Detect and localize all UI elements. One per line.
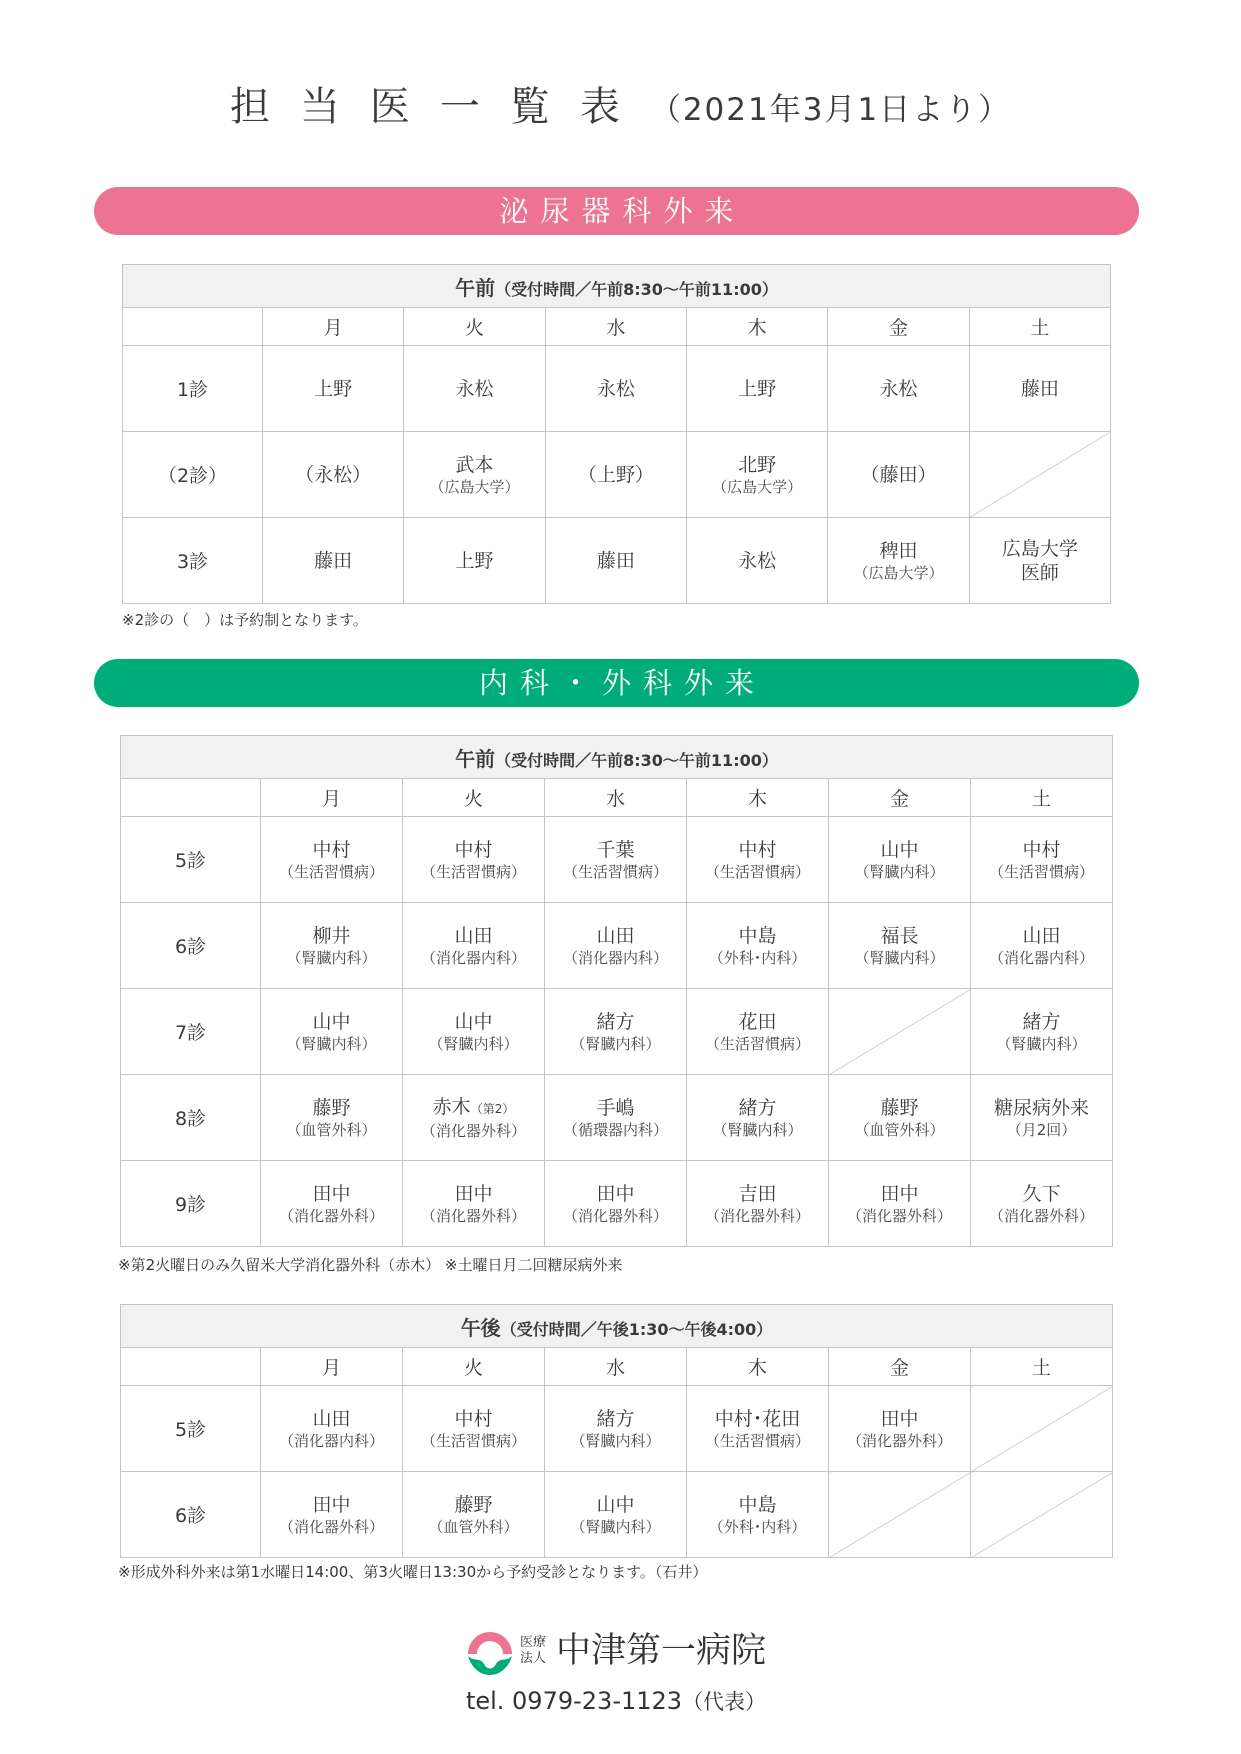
doctor-cell [261, 1075, 403, 1161]
doctor-cell [403, 903, 545, 989]
clinic-room-label: 3診 [123, 518, 263, 604]
doctor-cell [263, 346, 404, 432]
doctor-name-text: 永松 [879, 377, 918, 400]
doctor-affiliation: （腎臓内科） [712, 1120, 803, 1139]
doctor-cell [829, 1386, 971, 1472]
doctor-cell [261, 1472, 403, 1558]
doctor-cell [686, 432, 827, 518]
doctor-name [403, 1493, 544, 1517]
doctor-cell [263, 518, 404, 604]
doctor-name [261, 924, 402, 948]
doctor-affiliation: （広島大学） [712, 477, 803, 496]
doctor-name [403, 924, 544, 948]
doctor-name [828, 463, 968, 487]
clinic-room-row [123, 346, 1111, 432]
clinic-room-label: 7診 [121, 989, 261, 1075]
doctor-name [261, 1096, 402, 1120]
doctor-name-text: 藤田 [1020, 377, 1059, 400]
session-period-label: 午後 [460, 1315, 501, 1340]
doctor-name-text: 中村･花田 [714, 1407, 801, 1430]
clinic-room-label: （2診） [123, 432, 263, 518]
doctor-name [261, 1493, 402, 1517]
doctor-cell [971, 1161, 1113, 1247]
doctor-name-text: 中村 [454, 1407, 493, 1430]
doctor-name-text: 藤野 [454, 1493, 493, 1516]
doctor-name [261, 1010, 402, 1034]
internal-afternoon-footnote: ※形成外科外来は第1水曜日14:00、第3火曜日13:30から予約受診となります。（石井） [118, 1563, 708, 1581]
logo-green-wave [468, 1656, 512, 1675]
logo-pink-arc [468, 1632, 512, 1654]
clinic-room-row [121, 1161, 1113, 1247]
internal-morning-footnote: ※第2火曜日のみ久留米大学消化器外科（赤木） ※土曜日月二回糖尿病外来 [118, 1256, 623, 1274]
clinic-room-label: 1診 [123, 346, 263, 432]
doctor-cell [545, 1161, 687, 1247]
doctor-name-text: 中村 [312, 838, 351, 861]
doctor-affiliation: （消化器外科） [562, 1206, 668, 1225]
doctor-name-text: 田中 [312, 1182, 351, 1205]
doctor-cell [261, 903, 403, 989]
doctor-name [687, 1407, 828, 1431]
doctor-name-text: 田中 [454, 1182, 493, 1205]
doctor-cell [687, 1386, 829, 1472]
doctor-cell [545, 432, 686, 518]
doctor-cell [545, 903, 687, 989]
doctor-name-text: 千葉 [596, 838, 635, 861]
doctor-affiliation: （生活習慣病） [704, 862, 810, 881]
reception-hours-label: （受付時間／午後1:30〜午後4:00） [500, 1319, 773, 1339]
doctor-name [687, 1010, 828, 1034]
doctor-cell [829, 817, 971, 903]
doctor-name-text: 田中 [880, 1182, 919, 1205]
schedule-grid [120, 735, 1113, 1247]
weekday-header-row [123, 308, 1111, 346]
doctor-name [971, 924, 1112, 948]
effective-date: （2021年3月1日より） [649, 92, 1012, 128]
hospital-logo-graphic [465, 1627, 515, 1677]
telephone-note: （代表） [682, 1690, 767, 1714]
doctor-name-text: 上野 [314, 377, 353, 400]
doctor-affiliation: （血管外科） [854, 1120, 945, 1139]
doctor-name-text: 花田 [738, 1010, 777, 1033]
corner-cell [121, 779, 261, 817]
no-clinic-cell [971, 1386, 1113, 1472]
doctor-name [687, 1182, 828, 1206]
doctor-cell [971, 1075, 1113, 1161]
doctor-cell [828, 518, 969, 604]
doctor-affiliation: （腎臓内科） [854, 862, 945, 881]
doctor-name-text: 柳井 [312, 924, 351, 947]
doctor-name-text: 山田 [454, 924, 493, 947]
doctor-name-text: 緒方 [596, 1407, 635, 1430]
urology-morning-schedule [122, 264, 1111, 604]
doctor-name-text: 山中 [880, 838, 919, 861]
doctor-name [970, 377, 1110, 401]
doctor-affiliation: （消化器外科） [988, 1206, 1094, 1225]
doctor-cell [971, 817, 1113, 903]
doctor-name [829, 1096, 970, 1120]
doctor-name-text: 緒方 [738, 1096, 777, 1119]
doctor-cell [545, 989, 687, 1075]
doctor-cell [829, 903, 971, 989]
doctor-name [545, 924, 686, 948]
doctor-affiliation: （生活習慣病） [278, 862, 384, 881]
doctor-name [687, 549, 827, 573]
doctor-name [404, 453, 544, 477]
weekday-thu: 木 [687, 1348, 829, 1386]
doctor-name-text: 山中 [312, 1010, 351, 1033]
doctor-name [828, 377, 968, 401]
doctor-affiliation: （生活習慣病） [988, 862, 1094, 881]
weekday-header-row [121, 779, 1113, 817]
doctor-cell [403, 1075, 545, 1161]
weekday-sat: 土 [971, 1348, 1113, 1386]
doctor-affiliation: （広島大学） [853, 563, 944, 582]
doctor-cell [545, 1075, 687, 1161]
doctor-affiliation: （消化器外科） [846, 1431, 952, 1450]
doctor-cell [971, 903, 1113, 989]
schedule-grid [120, 1304, 1113, 1558]
doctor-name-text: 手嶋 [596, 1096, 635, 1119]
doctor-cell [686, 346, 827, 432]
doctor-name-text: 中村 [738, 838, 777, 861]
doctor-name-text: 上野 [455, 549, 494, 572]
doctor-cell [545, 518, 686, 604]
reception-hours-label: （受付時間／午前8:30〜午前11:00） [495, 750, 778, 770]
doctor-name [829, 838, 970, 862]
telephone-number: tel. 0979-23-1123 [465, 1687, 683, 1715]
schedule-grid [122, 264, 1111, 604]
doctor-cell [971, 989, 1113, 1075]
doctor-affiliation: （血管外科） [286, 1120, 377, 1139]
doctor-name [403, 1095, 544, 1121]
doctor-affiliation: （腎臓内科） [428, 1034, 519, 1053]
clinic-room-row [121, 903, 1113, 989]
clinic-room-row [123, 432, 1111, 518]
doctor-name [971, 838, 1112, 862]
session-header-row [123, 265, 1111, 308]
doctor-name [971, 1182, 1112, 1206]
no-clinic-cell [969, 432, 1110, 518]
doctor-name-text: 吉田 [738, 1182, 777, 1205]
doctor-affiliation: （消化器外科） [420, 1121, 526, 1140]
doctor-name-text: （永松） [295, 463, 372, 486]
doctor-name-text: 藤野 [880, 1096, 919, 1119]
doctor-affiliation: （生活習慣病） [704, 1034, 810, 1053]
doctor-cell [969, 518, 1110, 604]
doctor-affiliation: （循環器内科） [562, 1120, 668, 1139]
corner-cell [121, 1348, 261, 1386]
doctor-name [687, 1096, 828, 1120]
doctor-affiliation: （消化器外科） [704, 1206, 810, 1225]
doctor-name [403, 838, 544, 862]
doctor-name [687, 838, 828, 862]
doctor-name [971, 1096, 1112, 1120]
doctor-name [971, 1010, 1112, 1034]
doctor-cell [403, 1161, 545, 1247]
urology-footnote: ※2診の（ ）は予約制となります。 [122, 611, 368, 629]
doctor-cell [403, 817, 545, 903]
doctor-name [546, 463, 686, 487]
clinic-room-label: 6診 [121, 1472, 261, 1558]
doctor-cell [404, 432, 545, 518]
weekday-thu: 木 [686, 308, 827, 346]
doctor-name [687, 1493, 828, 1517]
doctor-affiliation: （月2回） [1006, 1120, 1077, 1139]
doctor-name-text: 中島 [738, 1493, 777, 1516]
clinic-room-label: 9診 [121, 1161, 261, 1247]
doctor-name-text: 永松 [455, 377, 494, 400]
weekday-wed: 水 [545, 1348, 687, 1386]
doctor-affiliation: （生活習慣病） [420, 862, 526, 881]
weekday-fri: 金 [829, 779, 971, 817]
doctor-affiliation: （消化器外科） [278, 1517, 384, 1536]
doctor-name-text: 山田 [596, 924, 635, 947]
doctor-name [545, 1407, 686, 1431]
weekday-sat: 土 [971, 779, 1113, 817]
internal-morning-schedule [120, 735, 1113, 1247]
doctor-name [546, 549, 686, 573]
doctor-name [829, 1182, 970, 1206]
doctor-name-text: 中島 [738, 924, 777, 947]
weekday-tue: 火 [403, 1348, 545, 1386]
doctor-name-text: 緒方 [596, 1010, 635, 1033]
clinic-room-row [121, 817, 1113, 903]
doctor-affiliation: （腎臓内科） [854, 948, 945, 967]
doctor-name [263, 463, 403, 487]
doctor-cell [545, 1472, 687, 1558]
doctor-cell [687, 1472, 829, 1558]
doctor-name [263, 549, 403, 573]
doctor-affiliation: （消化器外科） [278, 1206, 384, 1225]
doctor-affiliation: （消化器内科） [420, 948, 526, 967]
page-title-main: 担当医一覧表 [229, 84, 650, 130]
doctor-affiliation: （外科･内科） [708, 1517, 807, 1536]
clinic-room-row [123, 518, 1111, 604]
doctor-cell [403, 1472, 545, 1558]
doctor-name-text: 山中 [596, 1493, 635, 1516]
doctor-name [545, 1010, 686, 1034]
corner-cell [123, 308, 263, 346]
section-banner-urology: 泌尿器科外来 [94, 187, 1139, 235]
no-clinic-cell [971, 1472, 1113, 1558]
weekday-fri: 金 [829, 1348, 971, 1386]
doctor-cell [261, 1161, 403, 1247]
doctor-cell [687, 817, 829, 903]
doctor-name [687, 453, 827, 477]
doctor-name [545, 1182, 686, 1206]
page-title [0, 80, 1241, 134]
doctor-cell [545, 817, 687, 903]
doctor-name-note: （第2） [470, 1101, 515, 1116]
doctor-name [404, 549, 544, 573]
doctor-name-text: （上野） [577, 463, 654, 486]
clinic-room-label: 5診 [121, 1386, 261, 1472]
doctor-affiliation: （消化器内科） [278, 1431, 384, 1450]
doctor-name [403, 1182, 544, 1206]
doctor-affiliation: （血管外科） [428, 1517, 519, 1536]
corporation-type [520, 1635, 546, 1667]
hospital-name: 中津第一病院 [556, 1631, 767, 1671]
doctor-name-text: 中村 [1022, 838, 1061, 861]
doctor-name [403, 1407, 544, 1431]
clinic-room-row [121, 1472, 1113, 1558]
session-header [121, 736, 1113, 779]
doctor-name [545, 838, 686, 862]
doctor-cell [403, 989, 545, 1075]
doctor-name-text: 稗田 [879, 539, 918, 562]
doctor-name-text: 糖尿病外来 [993, 1096, 1089, 1119]
weekday-mon: 月 [263, 308, 404, 346]
doctor-name-text: 田中 [880, 1407, 919, 1430]
doctor-cell [829, 1075, 971, 1161]
doctor-name [829, 924, 970, 948]
weekday-fri: 金 [828, 308, 969, 346]
session-header-row [121, 1305, 1113, 1348]
corporation-type-line-1: 医療 [520, 1635, 547, 1650]
doctor-affiliation: （消化器外科） [846, 1206, 952, 1225]
clinic-room-label: 8診 [121, 1075, 261, 1161]
session-period-label: 午前 [455, 275, 496, 300]
doctor-affiliation: （生活習慣病） [420, 1431, 526, 1450]
doctor-name-text: 山田 [1022, 924, 1061, 947]
doctor-affiliation: （腎臓内科） [570, 1034, 661, 1053]
doctor-name [545, 1493, 686, 1517]
weekday-header-row [121, 1348, 1113, 1386]
doctor-name [546, 377, 686, 401]
no-clinic-cell [829, 1472, 971, 1558]
doctor-name-text: 上野 [738, 377, 777, 400]
doctor-cell [969, 346, 1110, 432]
doctor-affiliation: （腎臓内科） [286, 1034, 377, 1053]
doctor-cell [403, 1386, 545, 1472]
doctor-name-text: 永松 [738, 549, 777, 572]
doctor-cell [404, 518, 545, 604]
doctor-name [687, 924, 828, 948]
doctor-cell [828, 346, 969, 432]
doctor-name-text: 山中 [454, 1010, 493, 1033]
doctor-name-text: 田中 [312, 1493, 351, 1516]
doctor-name [261, 838, 402, 862]
weekday-mon: 月 [261, 779, 403, 817]
telephone [416, 1686, 816, 1717]
clinic-room-row [121, 1075, 1113, 1161]
doctor-affiliation: （腎臓内科） [570, 1431, 661, 1450]
doctor-name-text: 中村 [454, 838, 493, 861]
session-header-row [121, 736, 1113, 779]
doctor-name [404, 377, 544, 401]
doctor-cell [261, 1386, 403, 1472]
doctor-name [261, 1407, 402, 1431]
doctor-affiliation: （生活習慣病） [562, 862, 668, 881]
doctor-name-text: 北野 [738, 453, 777, 476]
doctor-cell [545, 346, 686, 432]
doctor-affiliation: （外科･内科） [708, 948, 807, 967]
weekday-tue: 火 [403, 779, 545, 817]
doctor-affiliation: （腎臓内科） [996, 1034, 1087, 1053]
doctor-affiliation: （消化器外科） [420, 1206, 526, 1225]
corporation-type-line-2: 法人 [520, 1651, 547, 1666]
doctor-affiliation: （腎臓内科） [286, 948, 377, 967]
doctor-name [829, 1407, 970, 1431]
session-header [123, 265, 1111, 308]
doctor-name-text: 武本 [455, 453, 494, 476]
session-header [121, 1305, 1113, 1348]
doctor-name [970, 537, 1110, 585]
reception-hours-label: （受付時間／午前8:30〜午前11:00） [495, 279, 778, 299]
doctor-cell [545, 1386, 687, 1472]
doctor-name-text: 藤野 [312, 1096, 351, 1119]
doctor-name-text: 藤田 [314, 549, 353, 572]
doctor-name-text: 広島大学 医師 [1001, 537, 1078, 584]
clinic-room-row [121, 989, 1113, 1075]
weekday-sat: 土 [969, 308, 1110, 346]
weekday-mon: 月 [261, 1348, 403, 1386]
internal-afternoon-schedule [120, 1304, 1113, 1558]
doctor-name-text: 福長 [880, 924, 919, 947]
doctor-name [263, 377, 403, 401]
doctor-cell [261, 817, 403, 903]
doctor-name [545, 1096, 686, 1120]
doctor-cell [687, 903, 829, 989]
doctor-cell [829, 1161, 971, 1247]
weekday-tue: 火 [404, 308, 545, 346]
clinic-room-label: 6診 [121, 903, 261, 989]
no-clinic-cell [829, 989, 971, 1075]
doctor-name-text: 田中 [596, 1182, 635, 1205]
doctor-cell [687, 1075, 829, 1161]
doctor-affiliation: （消化器内科） [562, 948, 668, 967]
section-banner-internal-surgery: 内科・外科外来 [94, 659, 1139, 707]
weekday-wed: 水 [545, 779, 687, 817]
doctor-name-text: （藤田） [860, 463, 937, 486]
doctor-affiliation: （腎臓内科） [570, 1517, 661, 1536]
doctor-name-text: 山田 [312, 1407, 351, 1430]
doctor-cell [686, 518, 827, 604]
doctor-cell [687, 989, 829, 1075]
doctor-cell [261, 989, 403, 1075]
doctor-name [261, 1182, 402, 1206]
doctor-name [403, 1010, 544, 1034]
doctor-cell [404, 346, 545, 432]
clinic-room-row [121, 1386, 1113, 1472]
doctor-name-text: 藤田 [596, 549, 635, 572]
weekday-thu: 木 [687, 779, 829, 817]
doctor-name [828, 539, 968, 563]
doctor-name-text: 緒方 [1022, 1010, 1061, 1033]
clinic-room-label: 5診 [121, 817, 261, 903]
doctor-name-text: 久下 [1022, 1182, 1061, 1205]
doctor-name-text: 永松 [596, 377, 635, 400]
doctor-name [687, 377, 827, 401]
doctor-affiliation: （消化器内科） [988, 948, 1094, 967]
weekday-wed: 水 [545, 308, 686, 346]
doctor-cell [828, 432, 969, 518]
hospital-logo-icon [465, 1627, 515, 1677]
doctor-affiliation: （生活習慣病） [704, 1431, 810, 1450]
session-period-label: 午前 [455, 746, 496, 771]
doctor-affiliation: （広島大学） [429, 477, 520, 496]
doctor-name-text: 赤木 [432, 1095, 471, 1118]
doctor-cell [263, 432, 404, 518]
doctor-cell [687, 1161, 829, 1247]
